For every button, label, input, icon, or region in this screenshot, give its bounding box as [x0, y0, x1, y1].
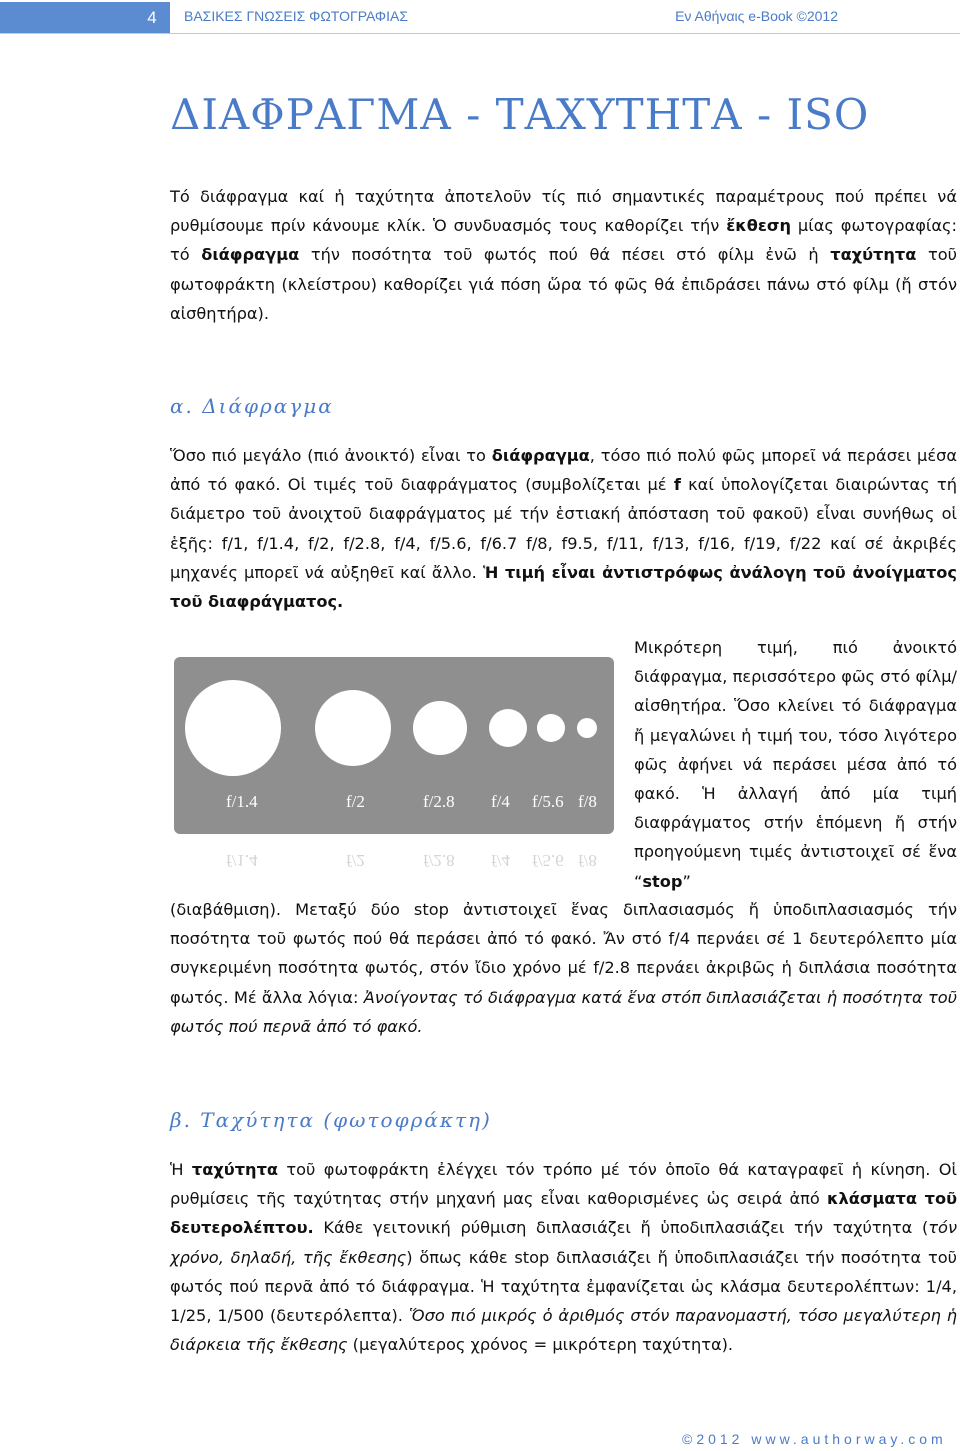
page-footer: ©2012 www.authorway.com: [682, 1431, 947, 1447]
aperture-hole-f8: [577, 718, 597, 738]
aperture-hole-f1-4: [185, 680, 281, 776]
svg-text:f/2.8: f/2.8: [423, 851, 455, 870]
section-b-paragraph: Ἡ ταχύτητα τοῦ φωτοφράκτη ἐλέγχει τόν τρόπο μέ τόν ὁποῖο θά καταγραφεῖ ἡ κίνηση. Οἱ ρυθμίσεις τῆς ταχύτητας στήν μηχανή μας εἶναι καθορισμένες ὡς σειρά ἀπό κλάσματα τοῦ δευτερολέπτου. Κάθε γειτονική ρύθμιση διπλασιάζει ἤ ὑποδιπλασιάζει τήν ταχύτητα (τόν χρόνο, δηλαδή, τῆς ἔκθεσης) ὅπως κάθε stop διπλασιάζει ἤ ὑποδιπλασιάζει τήν ποσότητα τοῦ φωτός πού περνᾶ ἀπό τό διάφραγμα. Ἡ ταχύτητα ἐμφανίζεται ὡς κλάσμα δευτερολέπτων: 1/4, 1/25, 1/500 (δευτερόλεπτα). Ὅσο πιό μικρός ὁ ἀριθμός στόν παρανομαστή, τόσο μεγαλύτερη ἡ διάρκεια τῆς ἔκθεσης (μεγαλύτερος χρόνος = μικρότερη ταχύτητα).: [170, 1160, 958, 1355]
svg-text:f/8: f/8: [578, 851, 597, 870]
aperture-side-text: Μικρότερη τιμή, πιό ἀνοικτό διάφραγμα, περισσότερο φῶς στό φίλμ/αἰσθητήρα. Ὅσο κλείνει τό διάφραγμα ἤ μεγαλώνει ἡ τιμή του, τόσο λιγότερο φῶς ἀφήνει νά περάσει μέσα ἀπό τό φακό. Ἡ ἀλλαγή ἀπό μία τιμή διαφράγματος στήν ἑπόμενη ἤ στήν προηγούμενη τιμές ἀντιστοιχεῖ σέ ἕνα “stop”: [634, 638, 957, 891]
fig-label-2: f/2: [346, 792, 365, 811]
page-header: [0, 0, 960, 34]
fig-label-3: f/2.8: [423, 792, 455, 811]
aperture-hole-f5-6: [537, 714, 565, 742]
svg-text:f/4: f/4: [491, 851, 510, 870]
intro-paragraph: Τό διάφραγμα καί ἡ ταχύτητα ἀποτελοῦν τίς πιό σημαντικές παραμέτρους πού πρέπει νά ρυθμίσουμε πρίν κάνουμε κλίκ. Ὁ συνδυασμός τους καθορίζει τήν ἔκθεση μίας φωτογραφίας: τό διάφραγμα τήν ποσότητα τοῦ φωτός πού θά πέσει στό φίλμ ἐνῶ ἡ ταχύτητα τοῦ φωτοφράκτη (κλείστρου) καθορίζει γιά πόση ὥρα τό φῶς θά ἐπιδράσει πάνω στό φίλμ (ἤ στόν αἰσθητήρα).: [170, 187, 957, 323]
aperture-hole-f2: [315, 690, 391, 766]
aperture-hole-f2-8: [413, 701, 467, 755]
svg-text:f/5.6: f/5.6: [532, 851, 564, 870]
header-left-title: ΒΑΣΙΚΕΣ ΓΝΩΣΕΙΣ ΦΩΤΟΓΡΑΦΙΑΣ: [184, 8, 408, 24]
fig-label-5: f/5.6: [532, 792, 564, 811]
section-a-heading: α. Διάφραγμα: [170, 394, 334, 418]
page-number: 4: [147, 8, 157, 27]
fig-label-4: f/4: [491, 792, 510, 811]
section-a-paragraph: Ὅσο πιό μεγάλο (πιό ἀνοικτό) εἶναι το διάφραγμα, τόσο πιό πολύ φῶς μπορεῖ νά περάσει μέσα ἀπό τό φακό. Οἱ τιμές τοῦ διαφράγματος (συμβολίζεται μέ f καί ὑπολογίζεται διαιρώντας τή διάμετρο τοῦ ἀνοιχτοῦ διαφράγματος μέ τήν ἑστιακή ἀπόσταση τοῦ φακοῦ) εἶναι συνήθως οἱ ἑξῆς: f/1, f/1.4, f/2, f/2.8, f/4, f/5.6, f/6.7 f/8, f9.5, f/11, f/13, f/16, f/19, f/22 καί σέ ἀκριβές μηχανές μπορεῖ νά αὐξηθεῖ καί ἄλλο. Ἡ τιμή εἶναι ἀντιστρόφως ἀνάλογη τοῦ ἀνοίγματος τοῦ διαφράγματος.: [170, 446, 958, 612]
header-right-title: Εν Αθήναις e-Book ©2012: [675, 8, 838, 24]
svg-text:f/2: f/2: [346, 851, 365, 870]
fig-label-6: f/8: [578, 792, 597, 811]
aperture-figure: [174, 657, 614, 870]
stop-paragraph: (διαβάθμιση). Μεταξύ δύο stop ἀντιστοιχεῖ ἕνας διπλασιασμός ἤ ὑποδιπλασιασμός τήν ποσότητα τοῦ φωτός πού θά περάσει ἀπό τό φακό. Ἄν στό f/4 περνάει σέ 1 δευτερόλεπτο μία συγκεριμένη ποσότητα φωτός, στόν ἴδιο χρόνο μέ f/2.8 περνάει ἀκριβῶς ἡ διπλάσια ποσότητα φωτός. Μέ ἄλλα λόγια: Ἀνοίγοντας τό διάφραγμα κατά ἕνα στόπ διπλασιάζεται ἡ ποσότητα τοῦ φωτός πού περνᾶ ἀπό τό φακό.: [170, 900, 957, 1036]
section-b-heading: β. Ταχύτητα (φωτοφράκτη): [170, 1108, 492, 1132]
aperture-circles: [174, 657, 614, 834]
aperture-hole-f4: [489, 709, 527, 747]
aperture-plate: [174, 657, 614, 834]
svg-text:f/1.4: f/1.4: [226, 851, 258, 870]
fig-label-1: f/1.4: [226, 792, 258, 811]
page-title: ΔΙΑΦΡΑΓΜΑ - ΤΑΧΥΤΗΤΑ - ISO: [170, 90, 870, 139]
page-number-box: [0, 2, 170, 33]
figure-reflection: [174, 843, 614, 895]
